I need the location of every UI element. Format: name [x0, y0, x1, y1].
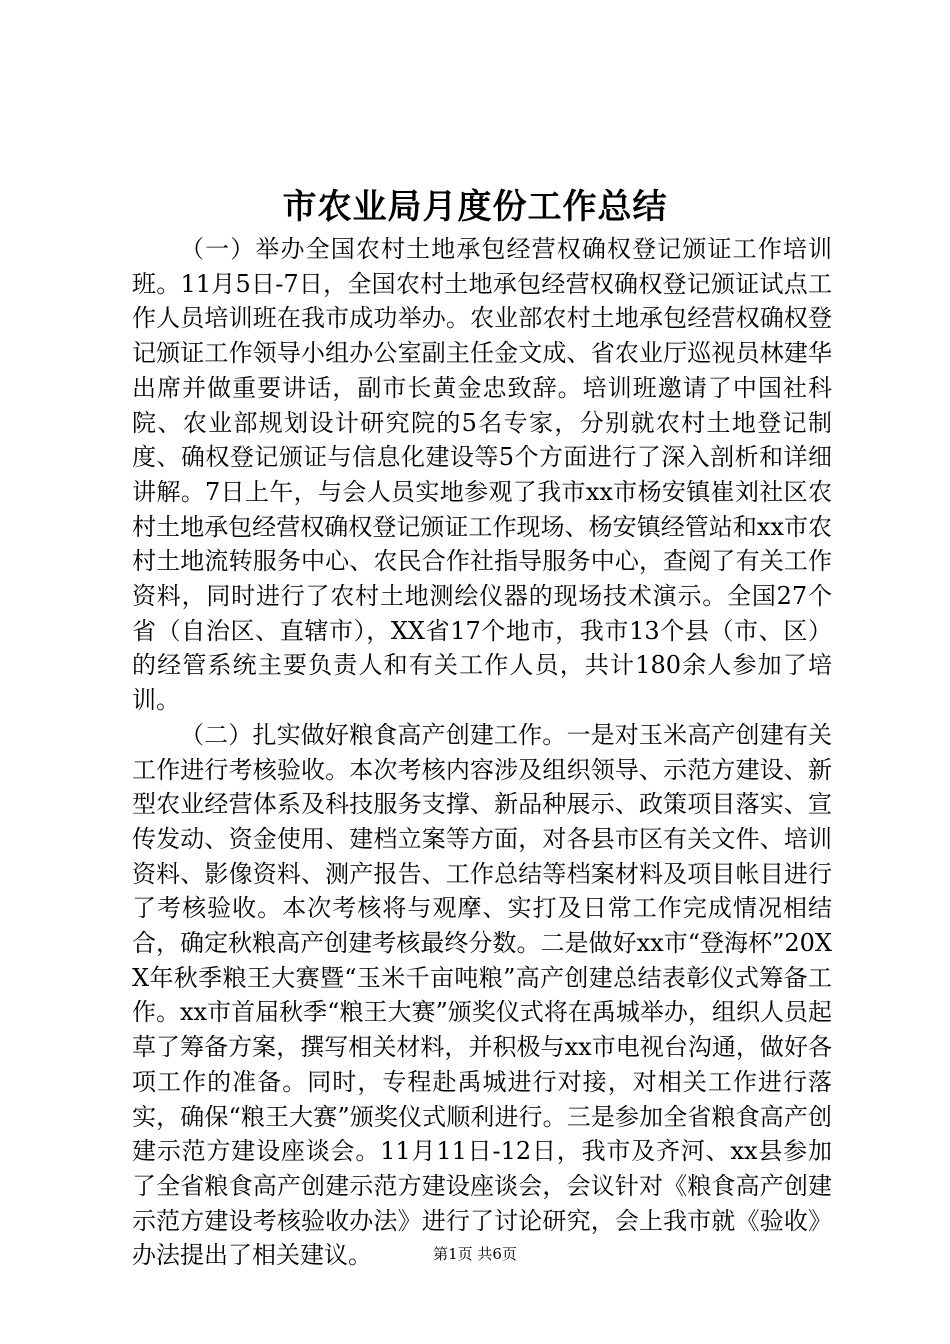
document-body: [132, 232, 832, 1273]
document-title: 市农业局月度份工作总结: [282, 187, 668, 227]
paragraph-1: （一）举办全国农村土地承包经营权确权登记颁证工作培训班。11月5日-7日，全国农村土地承包经营权确权登记颁证试点工作人员培训班在我市成功举办。农业部农村土地承包经营权确权登记颁证工作领导小组办公室副主任金文成、省农业厅巡视员林建华出席并做重要讲话，副市长黄金忠致辞。培训班邀请了中国社科院、农业部规划设计研究院的5名专家，分别就农村土地登记制度、确权登记颁证与信息化建设等5个方面进行了深入剖析和详细讲解。7日上午，与会人员实地参观了我市xx市杨安镇崔刘社区农村土地承包经营权确权登记颁证工作现场、杨安镇经管站和xx市农村土地流转服务中心、农民合作社指导服务中心，查阅了有关工作资料，同时进行了农村土地测绘仪器的现场技术演示。全国27个省（自治区、直辖市），XX省17个地市，我市13个县（市、区）的经管系统主要负责人和有关工作人员，共计180余人参加了培训。: [132, 235, 832, 715]
paragraph-2: （二）扎实做好粮食高产创建工作。一是对玉米高产创建有关工作进行考核验收。本次考核内容涉及组织领导、示范方建设、新型农业经营体系及科技服务支撑、新品种展示、政策项目落实、宣传发动、资金使用、建档立案等方面，对各县市区有关文件、培训资料、影像资料、测产报告、工作总结等档案材料及项目帐目进行了考核验收。本次考核将与观摩、实打及日常工作完成情况相结合，确定秋粮高产创建考核最终分数。二是做好xx市“登海杯”20XX年秋季粮王大赛暨“玉米千亩吨粮”高产创建总结表彰仪式筹备工作。xx市首届秋季“粮王大赛”颁奖仪式将在禹城举办，组织人员起草了筹备方案，撰写相关材料，并积极与xx市电视台沟通，做好各项工作的准备。同时，专程赴禹城进行对接，对相关工作进行落实，确保“粮王大赛”颁奖仪式顺利进行。三是参加全省粮食高产创建示范方建设座谈会。11月11日-12日，我市及齐河、xx县参加了全省粮食高产创建示范方建设座谈会，会议针对《粮食高产创建示范方建设考核验收办法》进行了讨论研究，会上我市就《验收》办法提出了相关建议。: [132, 720, 832, 1270]
page-number-footer: 第1页 共6页: [433, 1245, 517, 1263]
